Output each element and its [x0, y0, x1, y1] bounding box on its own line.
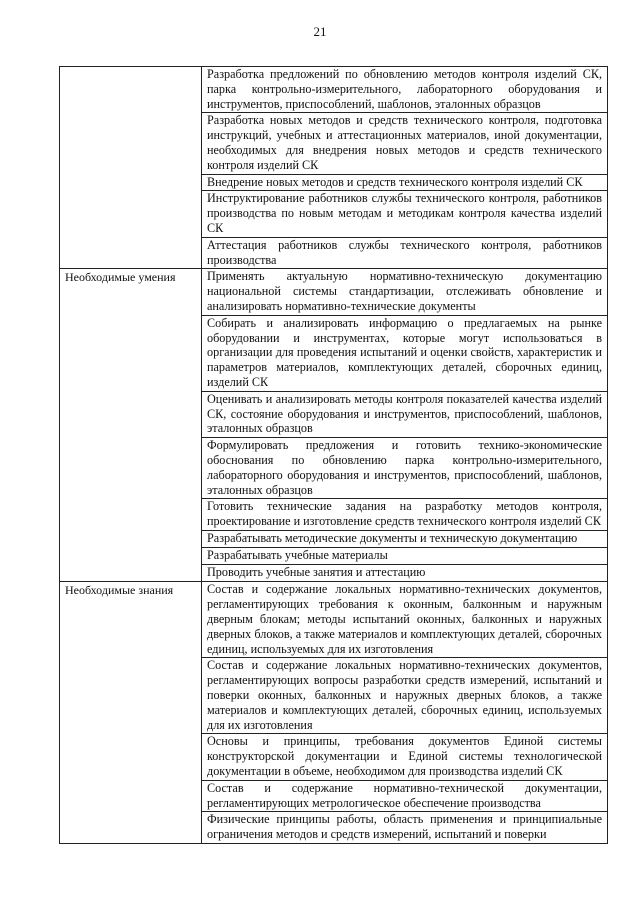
row-label [60, 67, 202, 269]
list-item: Физические принципы работы, область применения и принципиальные ограничения методов и средств измерений, испытаний и поверки [202, 811, 607, 843]
list-item: Формулировать предложения и готовить технико-экономические обоснования по обновлению парка контрольно-измерительного, лабораторного оборудования и инструментов, приспособлений, шаблонов, эталонных образцов [202, 437, 607, 498]
list-item: Инструктирование работников службы технического контроля, работников производства по новым методам и методикам контроля качества изделий СК [202, 190, 607, 236]
list-item: Состав и содержание нормативно-технической документации, регламентирующих метрологическое обеспечение производства [202, 780, 607, 812]
table-row [60, 67, 608, 269]
list-item: Состав и содержание локальных нормативно-технических документов, регламентирующих требования к оконным, балконным и наружным дверным блокам; методы испытаний оконных, балконных и наружных дверных блоков, а также материалов и комплектующих деталей, сборочных единиц, используемых для их изготовления [207, 582, 602, 656]
list-item: Разработка новых методов и средств технического контроля, подготовка инструкций, учебных и аттестационных материалов, иной документации, необходимых для внедрения новых методов и средств технического контроля изделий СК [202, 112, 607, 173]
row-items [202, 269, 608, 582]
list-item: Собирать и анализировать информацию о предлагаемых на рынке оборудовании и инструментах, которые могут использоваться в организации для проведения испытаний и оценки свойств, характеристик и параметров материалов, комплектующих деталей, сборочных единиц, изделий СК [202, 315, 607, 391]
list-item: Разрабатывать учебные материалы [202, 547, 607, 564]
list-item: Разработка предложений по обновлению методов контроля изделий СК, парка контрольно-измерительного, лабораторного оборудования и инструментов, приспособлений, шаблонов, эталонных образцов [207, 67, 602, 111]
list-item: Проводить учебные занятия и аттестацию [202, 564, 607, 581]
row-items [202, 67, 608, 269]
row-items [202, 582, 608, 844]
list-item: Разрабатывать методические документы и техническую документацию [202, 530, 607, 547]
list-item: Аттестация работников службы технического контроля, работников производства [202, 237, 607, 269]
list-item: Состав и содержание локальных нормативно-технических документов, регламентирующих вопросы разработки средств измерений, испытаний и поверки оконных, балконных и наружных дверных блоков, а также материалов и комплектующих деталей, сборочных единиц, используемых для их изготовления [202, 657, 607, 733]
list-item: Готовить технические задания на разработку методов контроля, проектирование и изготовление средств технического контроля изделий СК [202, 498, 607, 530]
row-label: Необходимые знания [60, 582, 202, 844]
list-item: Внедрение новых методов и средств технического контроля изделий СК [202, 174, 607, 191]
list-item: Оценивать и анализировать методы контроля показателей качества изделий СК, состояние оборудования и инструментов, приспособлений, шаблонов, эталонных образцов [202, 391, 607, 437]
requirements-table [59, 66, 608, 844]
page-number: 21 [313, 24, 327, 39]
list-item: Применять актуальную нормативно-техническую документацию национальной системы стандартизации, отслеживать обновление и анализировать нормативно-технические документы [207, 269, 602, 313]
list-item: Основы и принципы, требования документов Единой системы конструкторской документации и Единой системы технологической документации в объеме, необходимом для производства изделий СК [202, 733, 607, 779]
table-row [60, 269, 608, 582]
row-label: Необходимые умения [60, 269, 202, 582]
table-row [60, 582, 608, 844]
